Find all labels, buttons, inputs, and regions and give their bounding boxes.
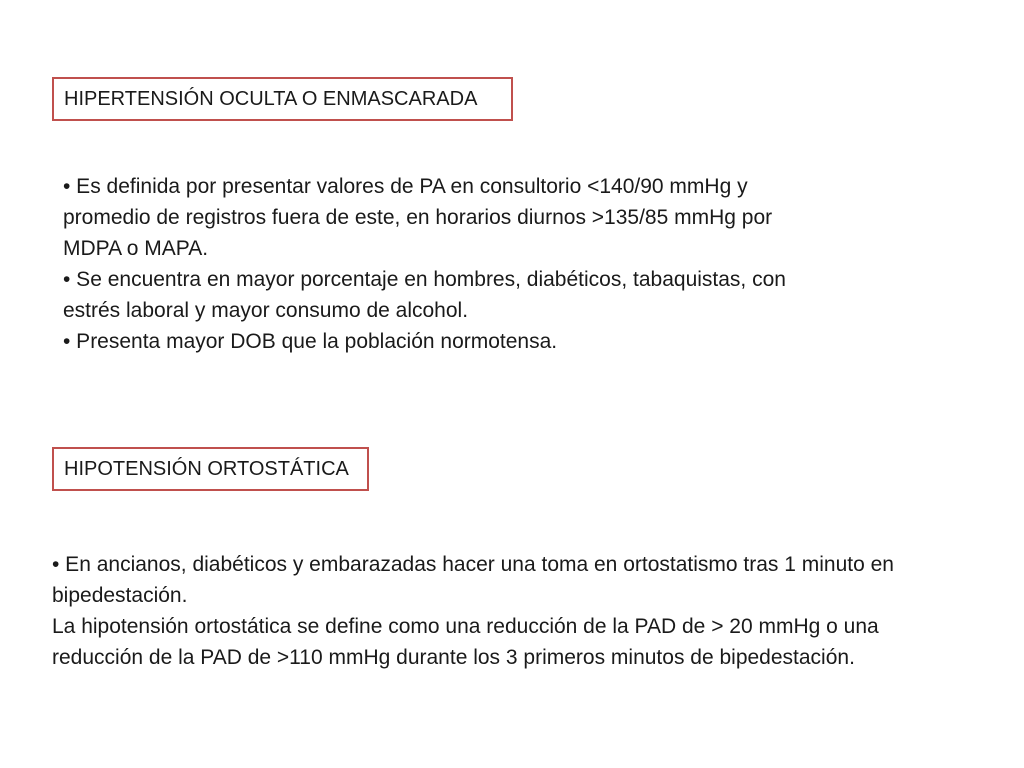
text-line: • Presenta mayor DOB que la población normotensa. (63, 330, 558, 353)
text-line: La hipotensión ortostática se define como una reducción de la PAD de > 20 mmHg o una (52, 615, 879, 638)
hipotension-ortostatica-description (52, 549, 1012, 673)
hipertension-oculta-description (63, 171, 913, 357)
text-line: estrés laboral y mayor consumo de alcohol. (63, 299, 469, 322)
section-heading-hipertension-oculta: HIPERTENSIÓN OCULTA O ENMASCARADA (52, 77, 513, 121)
text-line: • Se encuentra en mayor porcentaje en hombres, diabéticos, tabaquistas, con (63, 268, 786, 291)
text-line: • Es definida por presentar valores de PA en consultorio <140/90 mmHg y (63, 175, 748, 198)
text-line: bipedestación. (52, 584, 188, 607)
text-line: • En ancianos, diabéticos y embarazadas hacer una toma en ortostatismo tras 1 minuto en (52, 553, 894, 576)
text-line: promedio de registros fuera de este, en horarios diurnos >135/85 mmHg por (63, 206, 773, 229)
section-heading-hipotension-ortostatica: HIPOTENSIÓN ORTOSTÁTICA (52, 447, 369, 491)
text-line: MDPA o MAPA. (63, 237, 209, 260)
text-line: reducción de la PAD de >110 mmHg durante los 3 primeros minutos de bipedestación. (52, 646, 855, 669)
